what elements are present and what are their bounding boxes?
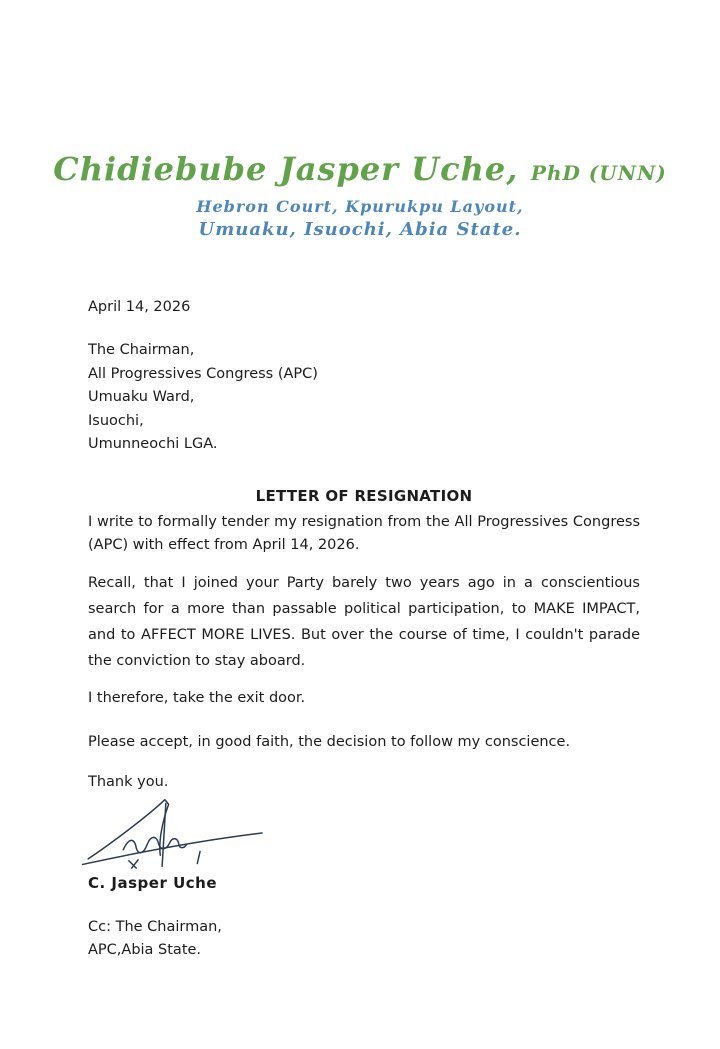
recipient-line: Isuochi, <box>88 412 144 429</box>
recipient-line: The Chairman, <box>88 342 195 358</box>
letter-body <box>88 296 640 963</box>
closing-line: Thank you. <box>88 773 169 790</box>
paragraph: I therefore, take the exit door. <box>88 689 306 706</box>
cc-line: APC,Abia State. <box>88 942 202 958</box>
letterhead-address-line-1: Hebron Court, Kpurukpu Layout, <box>196 197 524 216</box>
signatory-name: C. Jasper Uche <box>88 873 218 892</box>
letterhead-name: Chidiebube Jasper Uche, <box>53 150 519 188</box>
recipient-line: Umunneochi LGA. <box>88 436 218 452</box>
subject-heading: LETTER OF RESIGNATION <box>255 486 473 505</box>
letterhead-credentials: PhD (UNN) <box>530 161 667 185</box>
paragraph: I write to formally tender my resignation from the All Progressives Congress (APC) with effect from April 14, 2026. <box>88 513 640 553</box>
recipient-block <box>88 339 640 457</box>
recipient-line: Umuaku Ward, <box>88 389 195 405</box>
letterhead-name-line <box>0 150 720 188</box>
paragraph: Please accept, in good faith, the decision to follow my conscience. <box>88 733 571 750</box>
handwritten-signature-image <box>76 796 276 870</box>
date-line: April 14, 2026 <box>88 299 191 315</box>
signature-area <box>76 796 640 870</box>
letterhead-address-line-2: Umuaku, Isuochi, Abia State. <box>198 219 522 240</box>
letterhead <box>0 0 720 240</box>
cc-block <box>88 916 640 963</box>
cc-line: Cc: The Chairman, <box>88 918 222 935</box>
recipient-line: All Progressives Congress (APC) <box>88 365 318 382</box>
paragraph: Recall, that I joined your Party barely two years ago in a conscientious search for a more than passable political participation, to MAKE IMPACT, and to AFFECT MORE LIVES. But over the course of time, I couldn't parade the conviction to stay aboard. <box>88 574 640 669</box>
